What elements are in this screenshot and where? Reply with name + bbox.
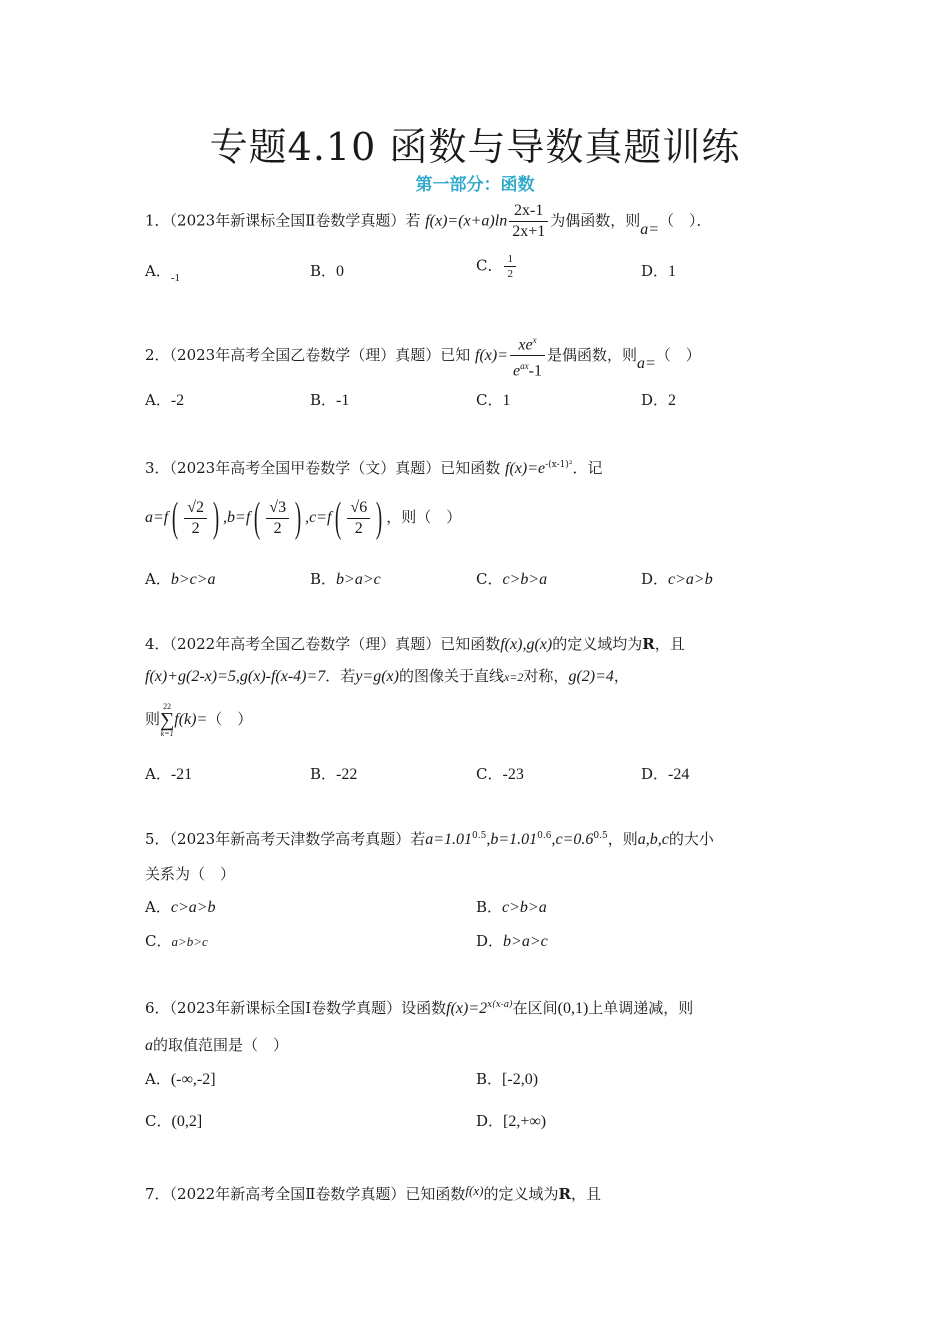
option-d[interactable] (641, 389, 676, 410)
option-d[interactable] (476, 1110, 546, 1131)
question-4-line-3 (145, 702, 252, 738)
option-b[interactable] (476, 1068, 538, 1089)
option-label: C． (476, 391, 503, 409)
option-value: c>a>b (170, 899, 216, 916)
option-c[interactable] (476, 389, 510, 410)
question-text: 上单调递减，则 (588, 999, 694, 1017)
fraction-numerator (510, 330, 545, 356)
option-value: 0 (336, 263, 345, 280)
fraction (266, 498, 289, 539)
option-a[interactable] (145, 1068, 216, 1089)
question-text: ，则（ ） (386, 508, 462, 526)
option-value: c>b>a (502, 571, 548, 588)
math-expression: ,b=f (223, 509, 251, 526)
fraction (184, 498, 207, 539)
question-text: 为偶函数，则 (550, 211, 641, 230)
option-value: 1 (668, 263, 677, 280)
math-expression: ,c=f (305, 509, 332, 526)
math-exponent: x(x-a) (487, 1000, 513, 1010)
sum-upper-limit: 22 (163, 702, 172, 711)
option-value: b>c>a (170, 571, 216, 588)
question-7 (145, 1183, 601, 1204)
math-expression: g(2)=4 (568, 668, 614, 685)
fraction-denominator: 2 (354, 519, 363, 537)
option-d[interactable] (641, 568, 713, 589)
math-variable: a= (636, 354, 656, 372)
fraction-numerator: √3 (266, 498, 289, 519)
fraction (504, 252, 516, 281)
question-5 (145, 828, 714, 849)
math-expression: f(x)=(x+a)ln (425, 212, 508, 230)
option-label: B． (310, 570, 337, 588)
option-label: A． (145, 262, 171, 280)
page-title: 专题4.10 函数与导数真题训练 (209, 125, 741, 169)
question-number: 1． (145, 211, 170, 230)
option-b[interactable] (310, 260, 344, 281)
option-label: D． (641, 570, 669, 588)
option-label: A． (145, 765, 171, 783)
option-label: B． (476, 898, 503, 916)
question-text: 的取值范围是（ ） (153, 1036, 289, 1054)
option-label: D． (476, 932, 504, 950)
question-text: ．记 (572, 459, 603, 477)
fraction-numerator: √6 (347, 498, 370, 519)
option-label: C． (145, 932, 172, 950)
math-variable: a= (640, 220, 660, 238)
math-interval: (0,1) (557, 1000, 589, 1017)
fraction-numerator: 1 (504, 252, 516, 267)
option-value: 1 (502, 392, 511, 409)
option-label: D． (476, 1112, 504, 1130)
question-2 (145, 330, 701, 382)
question-source: （2023年新课标全国Ⅱ卷数学真题）若 (169, 211, 421, 230)
math-expression: f(k)= (174, 711, 208, 728)
numerator-exponent: x (532, 335, 537, 345)
question-number: 5． (145, 830, 170, 848)
question-text: 的定义域为 (483, 1185, 559, 1203)
option-label: B． (310, 391, 337, 409)
question-text: （ ） (207, 710, 253, 728)
left-paren: ( (335, 495, 342, 541)
fraction-denominator: 2 (507, 268, 513, 280)
math-expression: f(x),g(x) (500, 636, 553, 653)
option-value: (0,2] (171, 1113, 203, 1130)
option-c[interactable] (476, 763, 524, 784)
question-1 (145, 201, 712, 242)
question-6-line-2 (145, 1034, 288, 1055)
math-variable: a (145, 1037, 153, 1054)
option-c[interactable] (476, 252, 518, 281)
question-number: 2． (145, 345, 170, 364)
question-3-line-2 (145, 497, 461, 539)
math-exponent: 0.6 (537, 831, 552, 841)
question-source: （2022年新高考全国Ⅱ卷数学真题）已知函数 (169, 1185, 466, 1203)
question-text: 的图像关于直线 (398, 667, 504, 685)
option-c[interactable] (476, 568, 547, 589)
sigma-icon: ∑ (160, 709, 175, 731)
fraction (510, 330, 545, 382)
option-value: -2 (170, 392, 185, 409)
question-source: （2023年高考全国甲卷数学（文）真题）已知函数 (169, 459, 501, 477)
option-value: 2 (668, 392, 677, 409)
option-label: A． (145, 898, 171, 916)
option-value: -1 (336, 392, 350, 409)
option-d[interactable] (641, 763, 689, 784)
question-text: 关系为（ ） (145, 865, 236, 883)
option-label: C． (476, 765, 503, 783)
option-value: [2,+∞) (503, 1113, 547, 1130)
math-expression: f(x) (465, 1183, 484, 1198)
right-paren: ) (376, 495, 383, 541)
question-source: （2023年新课标全国Ⅰ卷数学真题）设函数 (169, 999, 447, 1017)
option-b[interactable] (310, 763, 357, 784)
math-exponent: 0.5 (593, 831, 608, 841)
question-text: ，则 (607, 830, 638, 848)
math-expression: a,b,c (637, 831, 669, 848)
fraction-numerator: √2 (184, 498, 207, 519)
math-expression: ,b=1.01 (486, 831, 538, 848)
option-c[interactable] (145, 930, 208, 951)
left-paren: ( (172, 495, 179, 541)
sum-lower-limit: k=1 (160, 729, 174, 738)
question-text: 的定义域均为 (552, 635, 643, 653)
option-value: -23 (502, 766, 524, 783)
question-text: （ ）． (659, 211, 712, 230)
question-number: 3． (145, 459, 170, 477)
question-text: ，且 (570, 1185, 601, 1203)
question-source: （2023年高考全国乙卷数学（理）真题）已知 (169, 345, 471, 364)
option-value: c>a>b (668, 571, 713, 588)
question-text: ，且 (654, 635, 685, 653)
option-a[interactable] (145, 896, 216, 917)
numerator-base: xe (518, 336, 533, 354)
question-text: ， (613, 667, 629, 685)
right-paren: ) (294, 495, 302, 541)
option-label: B． (310, 765, 337, 783)
math-expression: x=2 (503, 670, 524, 684)
fraction-denominator (510, 356, 545, 381)
question-source: （2023年新高考天津数学高考真题）若 (169, 830, 426, 848)
option-label: A． (145, 391, 171, 409)
option-label: D． (641, 765, 669, 783)
option-d[interactable] (641, 260, 676, 281)
option-d[interactable] (476, 930, 548, 951)
option-value: -1 (170, 272, 181, 284)
math-expression: ,c=0.6 (551, 831, 594, 848)
option-a[interactable] (145, 389, 184, 410)
question-6 (145, 997, 693, 1018)
question-5-line-2 (145, 863, 235, 884)
option-label: A． (145, 1070, 171, 1088)
denominator-base: e (513, 362, 521, 380)
option-label: C． (476, 256, 503, 275)
question-text: ．若 (325, 667, 356, 685)
summation (160, 702, 174, 738)
question-text: 则 (145, 710, 161, 728)
question-number: 6． (145, 999, 170, 1017)
fraction-denominator: 2 (273, 519, 282, 537)
math-expression: a=1.01 (425, 831, 473, 848)
question-text: 的大小 (668, 830, 714, 848)
option-label: D． (641, 262, 669, 280)
question-source: （2022年高考全国乙卷数学（理）真题）已知函数 (169, 635, 501, 653)
option-value: -22 (336, 766, 358, 783)
real-numbers-symbol: R (558, 1185, 571, 1203)
denominator-exponent: ax (520, 361, 529, 372)
option-value: b>a>c (503, 933, 548, 950)
math-exponent: -(x-1)² (545, 460, 573, 470)
fraction-numerator: 2x-1 (509, 201, 548, 222)
question-4 (145, 633, 685, 654)
option-c[interactable] (145, 1110, 202, 1131)
question-3 (145, 457, 603, 478)
math-expression: a=f (145, 509, 169, 526)
option-value: [-2,0) (502, 1071, 539, 1088)
option-label: A． (145, 570, 171, 588)
option-b[interactable] (310, 568, 381, 589)
fraction (347, 498, 370, 539)
math-expression: y=g(x) (355, 668, 399, 685)
real-numbers-symbol: R (642, 635, 655, 653)
option-label: D． (641, 391, 669, 409)
option-label: C． (145, 1112, 172, 1130)
option-value: a>b>c (171, 934, 208, 949)
question-text: （ ） (655, 345, 701, 364)
option-b[interactable] (476, 896, 547, 917)
math-expression: f(x)=2 (446, 1000, 488, 1017)
section-subtitle: 第一部分：函数 (415, 175, 535, 195)
option-value: -21 (170, 766, 193, 783)
question-4-line-2 (145, 665, 629, 686)
option-a[interactable] (145, 568, 216, 589)
question-number: 7． (145, 1185, 170, 1203)
question-text: 对称， (523, 667, 569, 685)
math-expression: f(x)=e (505, 460, 546, 477)
option-a[interactable] (145, 763, 192, 784)
fraction-denominator: 2 (191, 519, 200, 537)
question-text: 在区间 (512, 999, 558, 1017)
denominator-tail: -1 (528, 362, 542, 380)
option-value: b>a>c (336, 571, 381, 588)
option-label: C． (476, 570, 503, 588)
right-paren: ) (212, 495, 220, 541)
question-number: 4． (145, 635, 170, 653)
math-expression: f(x)+g(2-x)=5,g(x)-f(x-4)=7 (145, 668, 326, 685)
question-text: 是偶函数，则 (546, 345, 637, 364)
option-label: B． (476, 1070, 503, 1088)
option-a[interactable] (145, 260, 181, 284)
option-value: -24 (668, 766, 690, 783)
math-expression: f(x)= (475, 346, 509, 364)
math-exponent: 0.5 (472, 831, 487, 841)
fraction (509, 201, 548, 242)
fraction-denominator: 2x+1 (512, 223, 546, 240)
option-b[interactable] (310, 389, 349, 410)
option-label: B． (310, 262, 337, 280)
option-value: (-∞,-2] (170, 1071, 216, 1088)
left-paren: ( (254, 495, 261, 541)
option-value: c>b>a (502, 899, 547, 916)
